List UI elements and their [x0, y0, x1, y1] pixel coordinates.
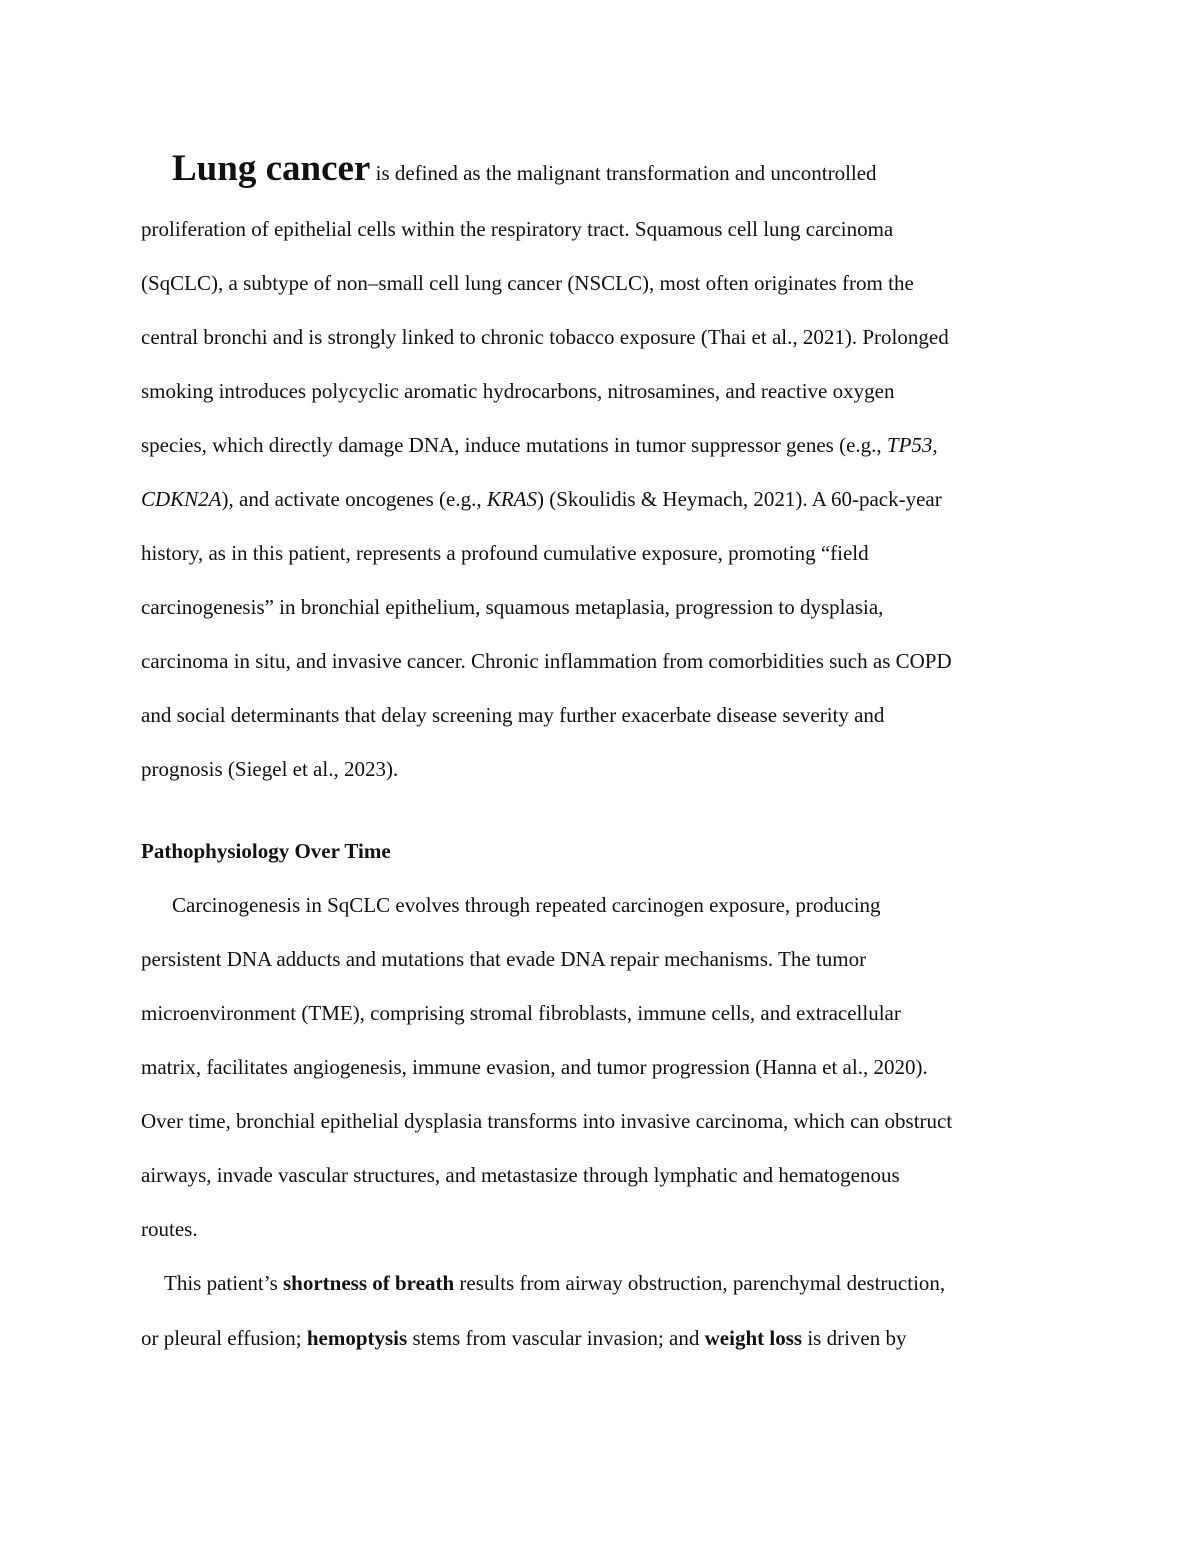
line-text: species, which directly damage DNA, induce mutations in tumor suppressor genes (e.g., [141, 433, 887, 457]
paragraph-2-line-5: Over time, bronchial epithelial dysplasia transforms into invasive carcinoma, which can obstruct [141, 1109, 953, 1133]
line-text: stems from vascular invasion; and [407, 1326, 705, 1350]
gene-name: CDKN2A [141, 487, 222, 511]
paragraph-2-line-3: microenvironment (TME), comprising stromal fibroblasts, immune cells, and extracellular [141, 1001, 901, 1025]
paragraph-2-line-4: matrix, facilitates angiogenesis, immune evasion, and tumor progression (Hanna et al., 2020). [141, 1055, 928, 1079]
paragraph-1-line-4: central bronchi and is strongly linked to chronic tobacco exposure (Thai et al., 2021). Prolonged [141, 325, 949, 349]
paragraph-2-line-7: routes. [141, 1217, 198, 1241]
paragraph-1-line-12: prognosis (Siegel et al., 2023). [141, 757, 399, 781]
paragraph-2-line-6: airways, invade vascular structures, and metastasize through lymphatic and hematogenous [141, 1163, 900, 1187]
gene-name: KRAS [486, 487, 537, 511]
paragraph-2-line-1: Carcinogenesis in SqCLC evolves through repeated carcinogen exposure, producing [172, 893, 881, 917]
symptom-term: weight loss [704, 1326, 803, 1350]
symptom-term: hemoptysis [306, 1326, 408, 1350]
paragraph-1-line-3: (SqCLC), a subtype of non–small cell lung cancer (NSCLC), most often originates from the [141, 271, 914, 295]
line-text: or pleural effusion; [141, 1326, 307, 1350]
line-text: results from airway obstruction, parenchymal destruction, [454, 1271, 946, 1295]
lead-text: is defined as the malignant transformation and uncontrolled [370, 161, 877, 185]
symptom-term: shortness of breath [283, 1271, 455, 1295]
paragraph-1-line-1 [172, 150, 877, 187]
paragraph-1-line-11: and social determinants that delay screening may further exacerbate disease severity and [141, 703, 885, 727]
paragraph-1-line-6 [141, 435, 938, 456]
lead-term: Lung cancer [172, 148, 371, 189]
line-text: ), and activate oncogenes (e.g., [221, 487, 487, 511]
line-text: This patient’s [164, 1271, 283, 1295]
paragraph-1-line-7 [141, 489, 942, 510]
paragraph-3-line-2 [141, 1328, 906, 1349]
line-text: ) (Skoulidis & Heymach, 2021). A 60-pack-year [537, 487, 942, 511]
line-text: is driven by [802, 1326, 907, 1350]
paragraph-1-line-8: history, as in this patient, represents a profound cumulative exposure, promoting “field [141, 541, 869, 565]
paragraph-1-line-2: proliferation of epithelial cells within the respiratory tract. Squamous cell lung carcinoma [141, 217, 894, 241]
paragraph-2-line-2: persistent DNA adducts and mutations that evade DNA repair mechanisms. The tumor [141, 947, 867, 971]
section-heading: Pathophysiology Over Time [141, 839, 391, 863]
paragraph-1-line-9: carcinogenesis” in bronchial epithelium, squamous metaplasia, progression to dysplasia, [141, 595, 884, 619]
paragraph-1-line-5: smoking introduces polycyclic aromatic hydrocarbons, nitrosamines, and reactive oxygen [141, 379, 895, 403]
paragraph-1-line-10: carcinoma in situ, and invasive cancer. Chronic inflammation from comorbidities such as COPD [141, 649, 952, 673]
gene-name: TP53, [886, 433, 938, 457]
paragraph-3-line-1 [164, 1273, 945, 1294]
